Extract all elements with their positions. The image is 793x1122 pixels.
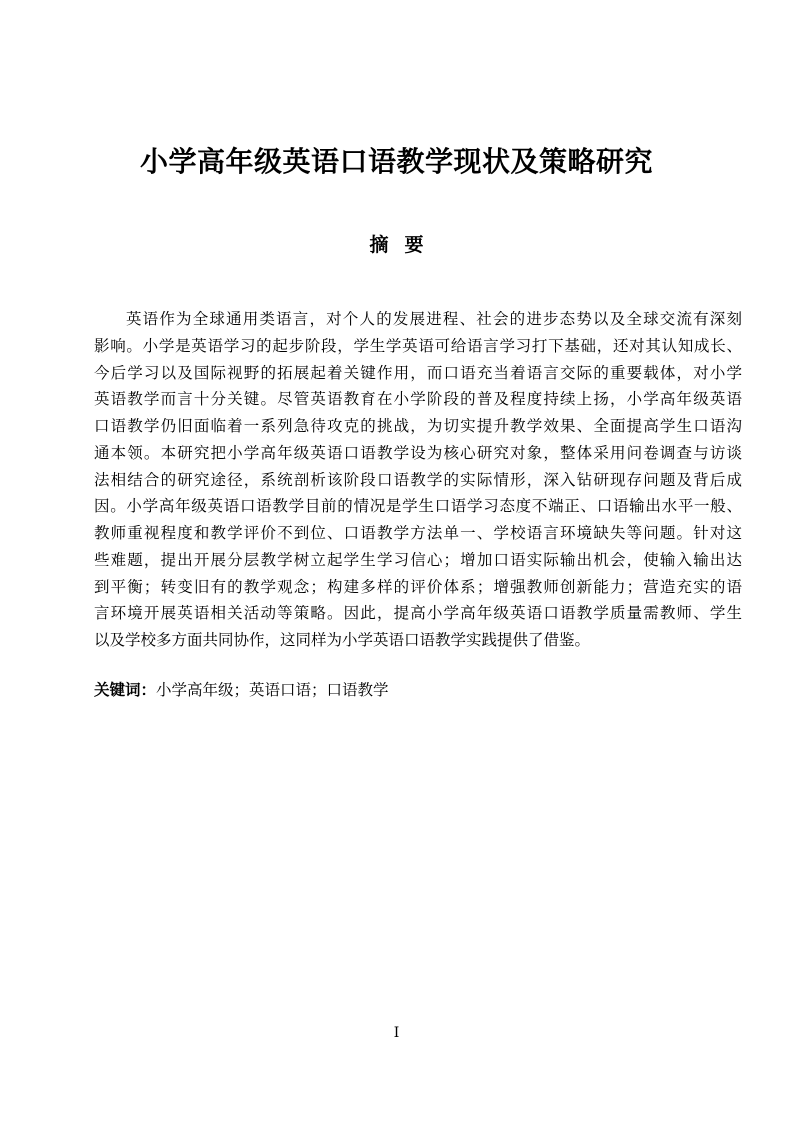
abstract-line: 因。小学高年级英语口语教学目前的情况是学生口语学习态度不端正、口语输出水平一般、	[94, 497, 742, 516]
keywords-value: 小学高年级；英语口语；口语教学	[156, 681, 389, 699]
keywords-label: 关键词：	[94, 681, 157, 699]
abstract-line: 言环境开展英语相关活动等策略。因此，提高小学高年级英语口语教学质量需教师、学生	[94, 604, 742, 623]
keywords	[94, 678, 389, 700]
abstract-line: 影响。小学是英语学习的起步阶段，学生学英语可给语言学习打下基础，还对其认知成长、	[94, 336, 742, 355]
abstract-heading	[0, 230, 793, 257]
abstract-body	[94, 306, 742, 654]
abstract-heading-char: 摘	[369, 234, 389, 256]
abstract-heading-char: 要	[404, 234, 424, 256]
document-title: 小学高年级英语口语教学现状及策略研究	[139, 145, 653, 178]
abstract-line: 今后学习以及国际视野的拓展起着关键作用，而口语充当着语言交际的重要载体，对小学	[94, 363, 742, 382]
abstract-line: 英语作为全球通用类语言，对个人的发展进程、社会的进步态势以及全球交流有深刻	[126, 310, 742, 328]
abstract-line: 法相结合的研究途径，系统剖析该阶段口语教学的实际情形，深入钻研现存问题及背后成	[94, 470, 742, 489]
abstract-line: 些难题，提出开展分层教学树立起学生学习信心；增加口语实际输出机会，使输入输出达	[94, 550, 742, 569]
abstract-line: 以及学校多方面共同协作，这同样为小学英语口语教学实践提供了借鉴。	[94, 631, 591, 649]
abstract-line: 通本领。本研究把小学高年级英语口语教学设为核心研究对象，整体采用问卷调查与访谈	[94, 443, 742, 462]
page-number: I	[393, 1025, 400, 1041]
abstract-line: 教师重视程度和教学评价不到位、口语教学方法单一、学校语言环境缺失等问题。针对这	[94, 524, 742, 542]
abstract-line: 口语教学仍旧面临着一系列急待攻克的挑战，为切实提升教学效果、全面提高学生口语沟	[94, 417, 742, 435]
abstract-line: 到平衡；转变旧有的教学观念；构建多样的评价体系；增强教师创新能力；营造充实的语	[94, 577, 742, 596]
abstract-line: 英语教学而言十分关键。尽管英语教育在小学阶段的普及程度持续上扬，小学高年级英语	[94, 390, 742, 409]
